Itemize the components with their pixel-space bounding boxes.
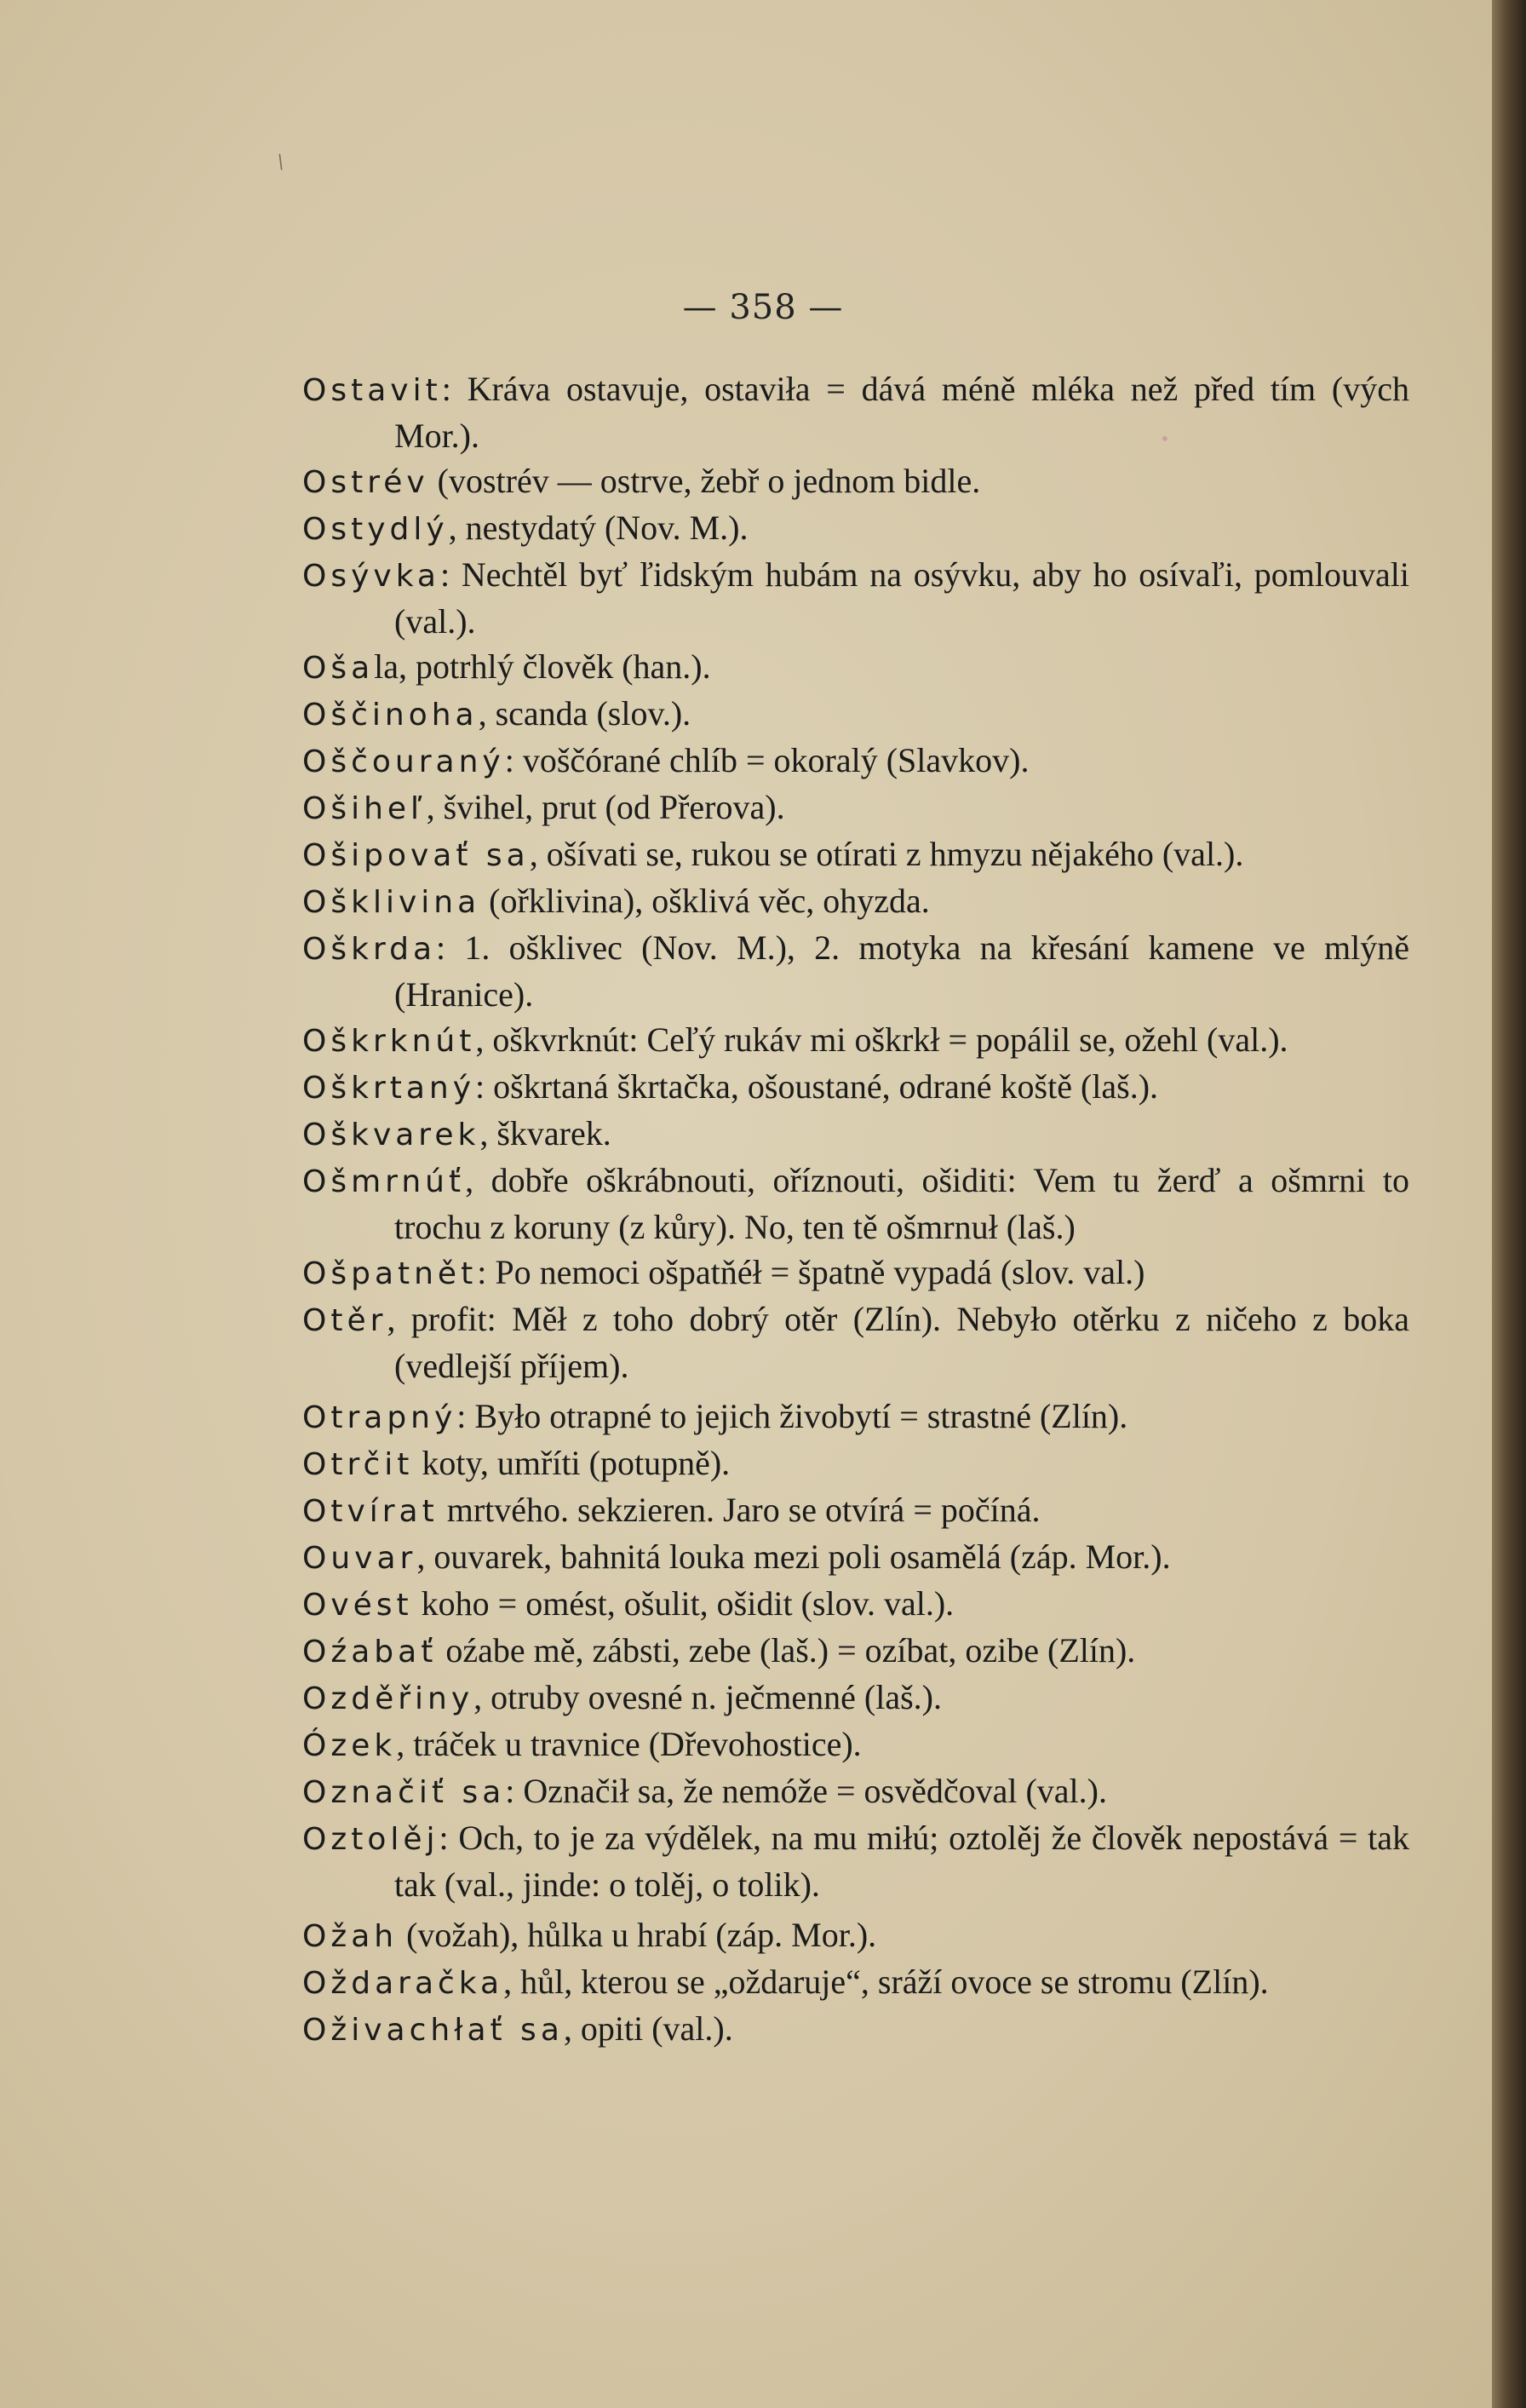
definition: : 1. ošklivec (Nov. M.), 2. motyka na křesání kamene ve mlýně (Hranice).	[394, 928, 1409, 1014]
page-number: — 358 —	[682, 288, 844, 327]
definition: koho = omést, ošulit, ošidit (slov. val.).	[412, 1584, 955, 1623]
definition: , profit: Měł z toho dobrý otěr (Zlín). Nebyło otěrku z ničeho z boka (vedlejší příjem).	[387, 1300, 1409, 1385]
definition: la, potrhlý člověk (han.).	[374, 647, 711, 686]
entry	[302, 1250, 1409, 1296]
entry	[302, 505, 1409, 552]
definition: , opiti (val.).	[563, 2009, 733, 2048]
entry	[302, 784, 1409, 831]
definition: : Nechtěl byť ľidským hubám na osývku, aby ho osívaľi, pomlouvali (val.).	[394, 555, 1409, 641]
definition: , oškvrknút: Ceľý rukáv mi oškrkł = popálil se, ožehl (val.).	[475, 1020, 1288, 1059]
headword: Otrapný	[302, 1400, 457, 1435]
entry	[302, 1440, 1409, 1487]
definition: (ořklivina), ošklivá věc, ohyzda.	[480, 882, 930, 920]
entry	[302, 458, 1409, 505]
entry	[302, 1959, 1409, 2006]
entry	[302, 1628, 1409, 1675]
headword: Ouvar	[302, 1541, 417, 1576]
definition: , nestydatý (Nov. M.).	[448, 509, 749, 547]
headword: Ostavit	[302, 373, 442, 408]
headword: Osývka	[302, 559, 440, 594]
entry	[302, 2006, 1409, 2053]
definition: , tráček u travnice (Dřevohostice).	[396, 1725, 862, 1763]
headword: Ošmrnúť	[302, 1164, 466, 1199]
headword: Otěr	[302, 1303, 387, 1338]
definition: : oškrtaná škrtačka, ošoustané, odrané koště (laš.).	[475, 1067, 1159, 1106]
definition: (vostrév — ostrve, žebř o jednom bidle.	[428, 462, 981, 500]
headword: Ošklivina	[302, 885, 481, 920]
definition: oźabe mě, zábsti, zebe (laš.) = ozíbat, ozibe (Zlín).	[437, 1631, 1136, 1670]
definition: : Och, to je za výdělek, na mu miłú; oztolěj že člověk nepostává = tak tak (val., jinde: o tolěj, o tolik).	[394, 1819, 1409, 1904]
definition: : Kráva ostavuje, ostaviła = dává méně mléka než před tím (vých Mor.).	[394, 370, 1409, 455]
definition: , ošívati se, rukou se otírati z hmyzu nějakého (val.).	[529, 835, 1244, 873]
entry	[302, 552, 1409, 644]
headword: Oškrknút	[302, 1024, 476, 1059]
entry	[302, 644, 1409, 691]
headword: Oživachłať sa	[302, 2013, 564, 2048]
headword: Oškvarek	[302, 1118, 480, 1152]
headword: Otrčit	[302, 1447, 414, 1482]
entry	[302, 1912, 1409, 1959]
definition: , škvarek.	[479, 1114, 611, 1152]
headword: Oždaračka	[302, 1966, 504, 2001]
headword: Otvírat	[302, 1494, 439, 1529]
headword: Oztolěj	[302, 1822, 439, 1857]
definition: (vožah), hůlka u hrabí (záp. Mor.).	[398, 1916, 877, 1954]
definition: , dobře oškrábnouti, oříznouti, ošiditi: Vem tu žerď a ošmrni to trochu z koruny (z kůry). No, ten tě ošmrnuł (laš.)	[394, 1161, 1409, 1246]
definition: , švihel, prut (od Přerova).	[426, 788, 785, 826]
definition: : Było otrapné to jejich živobytí = strastné (Zlín).	[456, 1397, 1128, 1435]
definition: : voščórané chlíb = okoralý (Slavkov).	[504, 741, 1030, 779]
entry	[302, 691, 1409, 738]
entry	[302, 366, 1409, 458]
headword: Ostrév	[302, 465, 429, 500]
entry	[302, 1487, 1409, 1534]
entry	[302, 1721, 1409, 1768]
headword: Oščinoha	[302, 698, 479, 733]
definition: : Označił sa, že nemóže = osvědčoval (val.).	[505, 1772, 1107, 1810]
entry	[302, 925, 1409, 1017]
headword: Ostydlý	[302, 512, 449, 547]
headword: Ožah	[302, 1919, 399, 1954]
entry	[302, 1111, 1409, 1158]
entry	[302, 1394, 1409, 1440]
definition: : Po nemoci ošpatňéł = špatně vypadá (slov. val.)	[477, 1253, 1145, 1291]
entry	[302, 1581, 1409, 1628]
entry	[302, 1064, 1409, 1111]
dictionary-entries	[302, 366, 1409, 2053]
definition: , otruby ovesné n. ječmenné (laš.).	[473, 1678, 942, 1716]
entry	[302, 1017, 1409, 1064]
headword: Oškrda	[302, 932, 437, 967]
definition: , ouvarek, bahnitá louka mezi poli osamělá (záp. Mor.).	[416, 1537, 1171, 1576]
definition: , hůl, kterou se „oždaruje“, sráží ovoce se stromu (Zlín).	[503, 1963, 1269, 2001]
entry	[302, 1296, 1409, 1388]
entry	[302, 1158, 1409, 1250]
headword: Označiť sa	[302, 1775, 506, 1810]
entry	[302, 1768, 1409, 1815]
headword: Oša	[302, 651, 375, 686]
ink-mark: /	[273, 151, 289, 174]
headword: Oščouraný	[302, 744, 505, 779]
headword: Oškrtaný	[302, 1071, 476, 1106]
headword: Ovést	[302, 1588, 413, 1623]
headword: Ošpatnět	[302, 1256, 478, 1291]
definition: , scanda (slov.).	[478, 694, 691, 733]
entry	[302, 738, 1409, 784]
definition: mrtvého. sekzieren. Jaro se otvírá = počíná.	[438, 1491, 1041, 1529]
page-edge	[1492, 0, 1526, 2408]
definition: koty, umříti (potupně).	[413, 1444, 731, 1482]
entry	[302, 878, 1409, 925]
print-speck: •	[1160, 428, 1170, 449]
entry	[302, 1815, 1409, 1907]
headword: Ózek	[302, 1728, 397, 1763]
entry	[302, 1534, 1409, 1581]
headword: Ošiheľ	[302, 791, 427, 826]
headword: Ozděřiny	[302, 1681, 474, 1716]
entry	[302, 1675, 1409, 1721]
headword: Ošipovať sa	[302, 838, 530, 873]
headword: Oźabať	[302, 1635, 438, 1670]
entry	[302, 831, 1409, 878]
